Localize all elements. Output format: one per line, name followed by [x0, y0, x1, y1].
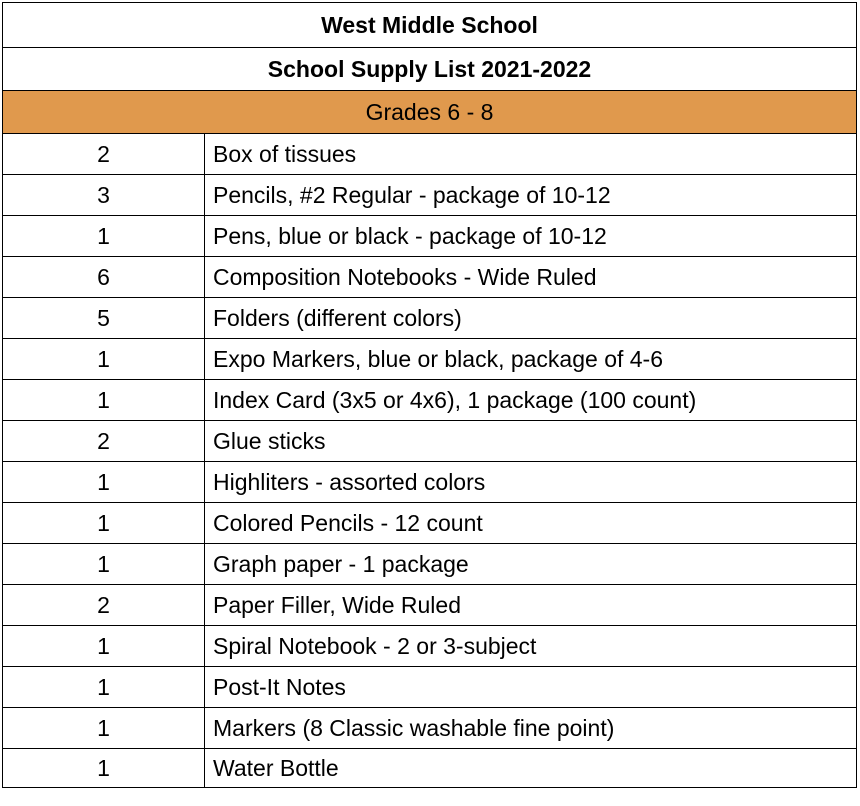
table-row	[3, 298, 857, 339]
quantity-cell[interactable]: 1	[3, 708, 205, 749]
item-cell[interactable]: Index Card (3x5 or 4x6), 1 package (100 count)	[205, 380, 857, 421]
quantity-cell[interactable]: 1	[3, 380, 205, 421]
quantity-cell[interactable]: 1	[3, 626, 205, 667]
grades-label[interactable]: Grades 6 - 8	[3, 91, 857, 134]
quantity-cell[interactable]: 1	[3, 749, 205, 788]
item-cell[interactable]: Box of tissues	[205, 134, 857, 175]
item-cell[interactable]: Pencils, #2 Regular - package of 10-12	[205, 175, 857, 216]
table-row	[3, 134, 857, 175]
quantity-cell[interactable]: 1	[3, 667, 205, 708]
table-row	[3, 667, 857, 708]
table-row	[3, 626, 857, 667]
quantity-cell[interactable]: 3	[3, 175, 205, 216]
item-cell[interactable]: Markers (8 Classic washable fine point)	[205, 708, 857, 749]
item-cell[interactable]: Graph paper - 1 package	[205, 544, 857, 585]
table-row	[3, 380, 857, 421]
item-cell[interactable]: Highliters - assorted colors	[205, 462, 857, 503]
table-row	[3, 585, 857, 626]
item-cell[interactable]: Expo Markers, blue or black, package of 4-6	[205, 339, 857, 380]
item-cell[interactable]: Paper Filler, Wide Ruled	[205, 585, 857, 626]
quantity-cell[interactable]: 1	[3, 462, 205, 503]
item-cell[interactable]: Colored Pencils - 12 count	[205, 503, 857, 544]
item-cell[interactable]: Folders (different colors)	[205, 298, 857, 339]
table-row	[3, 708, 857, 749]
table-row	[3, 544, 857, 585]
quantity-cell[interactable]: 1	[3, 544, 205, 585]
quantity-cell[interactable]: 2	[3, 585, 205, 626]
school-name[interactable]: West Middle School	[3, 3, 857, 48]
quantity-cell[interactable]: 6	[3, 257, 205, 298]
item-cell[interactable]: Post-It Notes	[205, 667, 857, 708]
table-row	[3, 462, 857, 503]
grades-row	[3, 91, 857, 134]
quantity-cell[interactable]: 1	[3, 216, 205, 257]
table-row	[3, 257, 857, 298]
item-cell[interactable]: Glue sticks	[205, 421, 857, 462]
quantity-cell[interactable]: 1	[3, 339, 205, 380]
quantity-cell[interactable]: 2	[3, 421, 205, 462]
table-row	[3, 421, 857, 462]
supply-list-table	[2, 2, 857, 788]
list-title[interactable]: School Supply List 2021-2022	[3, 48, 857, 91]
list-title-row	[3, 48, 857, 91]
quantity-cell[interactable]: 5	[3, 298, 205, 339]
item-cell[interactable]: Water Bottle	[205, 749, 857, 788]
quantity-cell[interactable]: 1	[3, 503, 205, 544]
table-row	[3, 339, 857, 380]
quantity-cell[interactable]: 2	[3, 134, 205, 175]
table-row	[3, 503, 857, 544]
item-cell[interactable]: Pens, blue or black - package of 10-12	[205, 216, 857, 257]
table-row	[3, 749, 857, 788]
school-name-row	[3, 3, 857, 48]
table-row	[3, 216, 857, 257]
item-cell[interactable]: Composition Notebooks - Wide Ruled	[205, 257, 857, 298]
table-row	[3, 175, 857, 216]
item-cell[interactable]: Spiral Notebook - 2 or 3-subject	[205, 626, 857, 667]
